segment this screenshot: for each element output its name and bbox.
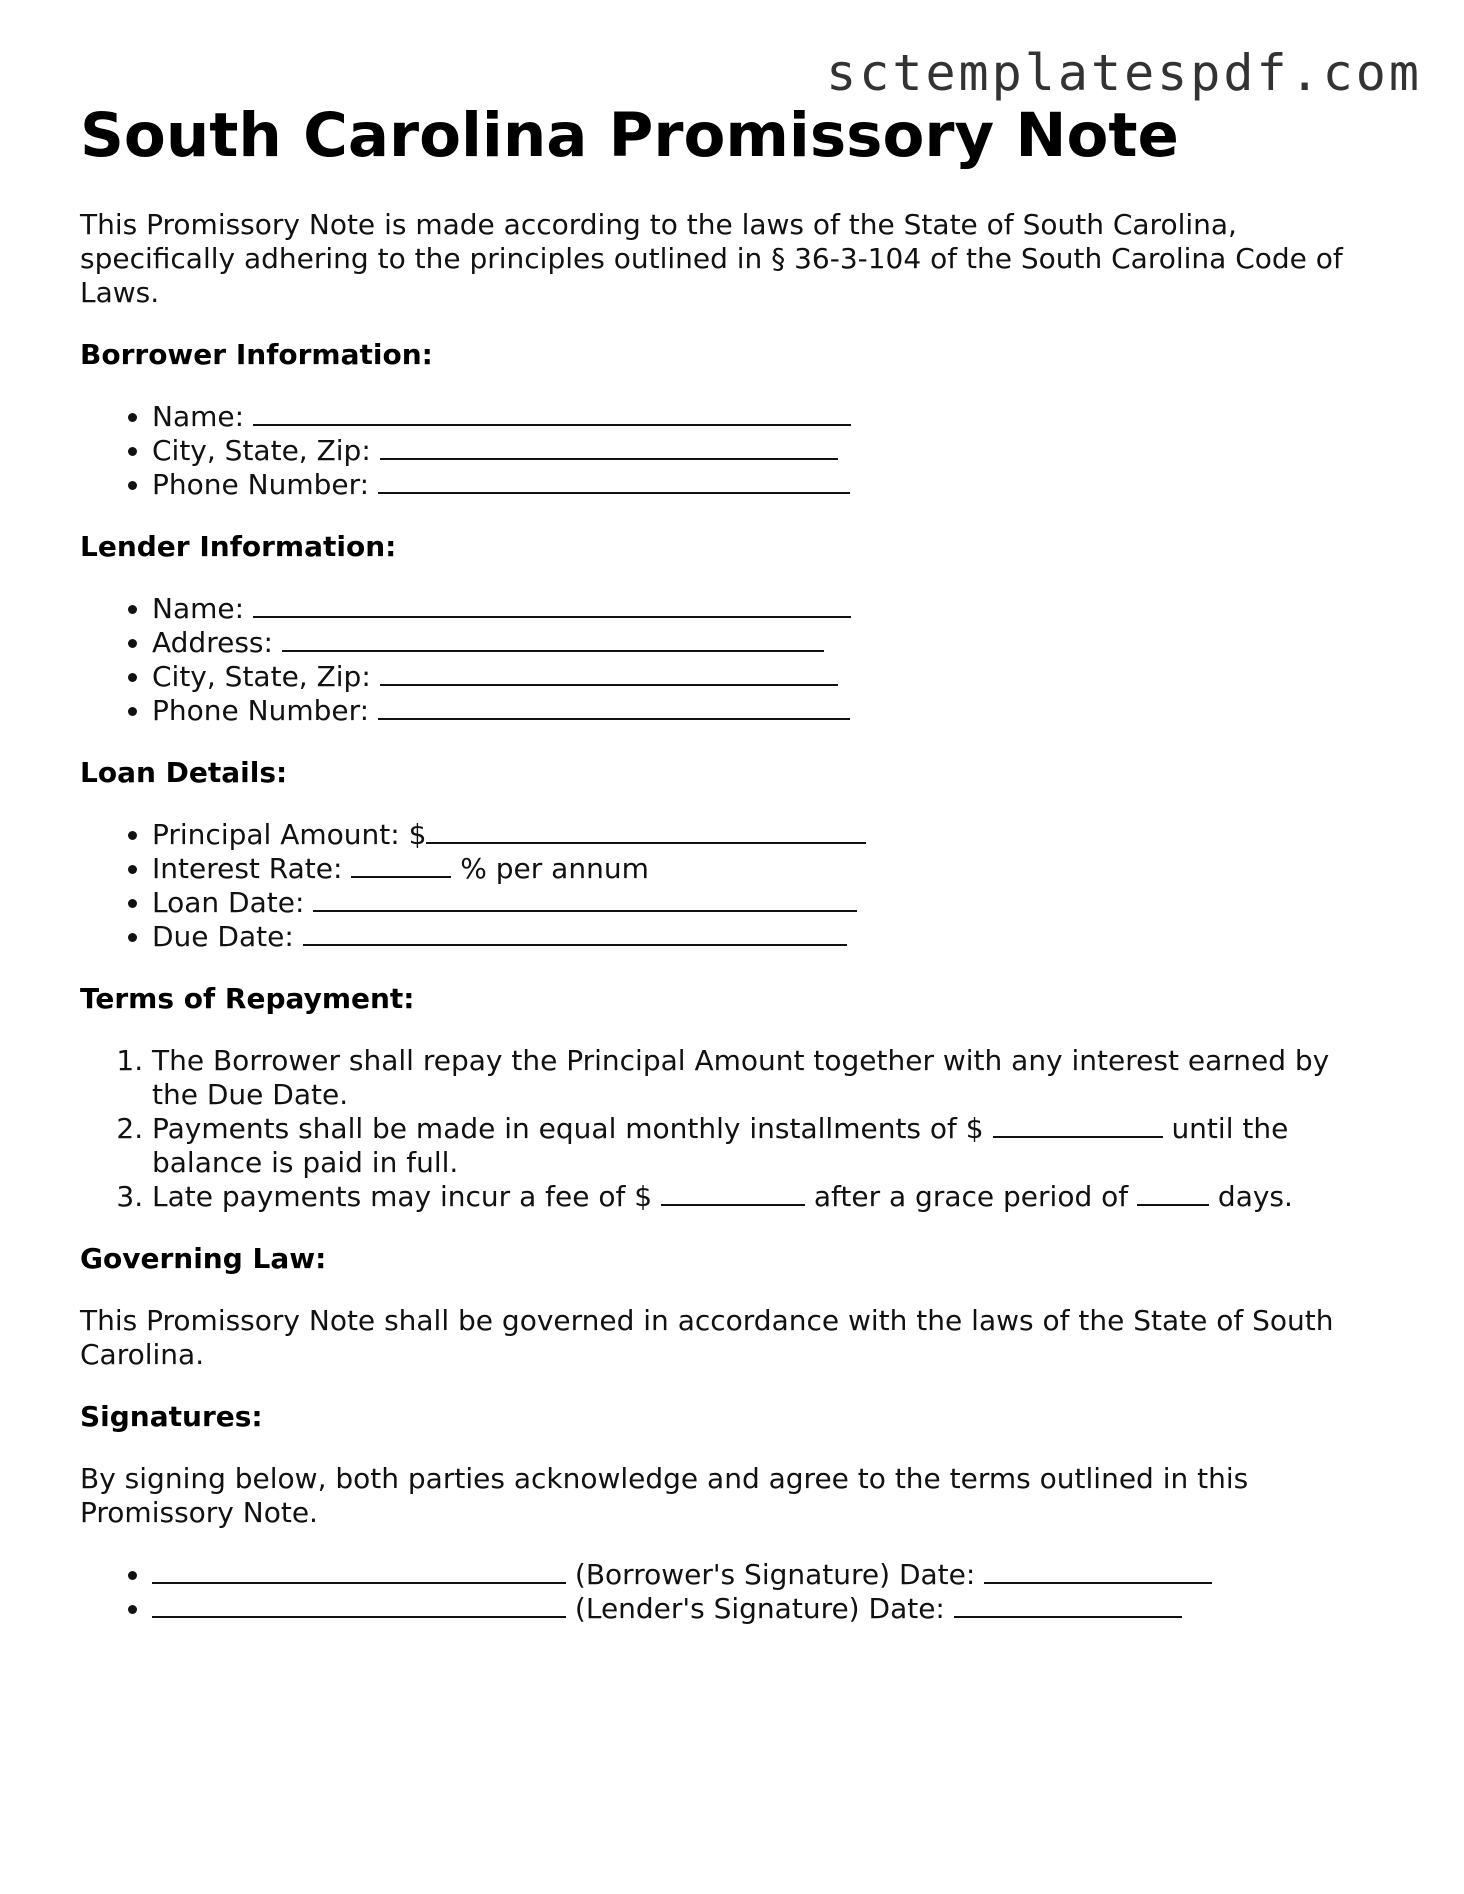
due-date-blank[interactable] bbox=[303, 920, 847, 946]
lender-name-blank[interactable] bbox=[253, 592, 851, 618]
rate-blank[interactable] bbox=[351, 852, 451, 878]
repayment-item-3-text-a: Late payments may incur a fee of $ bbox=[152, 1180, 653, 1213]
due-date-label: Due Date: bbox=[152, 920, 294, 953]
signatures-text: By signing below, both parties acknowledge and agree to the terms outlined in this Promissory Note. bbox=[80, 1462, 1249, 1529]
governing-text: This Promissory Note shall be governed in accordance with the laws of the State of South Carolina. bbox=[80, 1304, 1334, 1371]
signatures-heading: Signatures: bbox=[80, 1400, 263, 1433]
principal-blank[interactable] bbox=[426, 818, 866, 844]
borrower-name-item bbox=[152, 400, 1380, 434]
lender-phone-item bbox=[152, 694, 1380, 728]
rate-label: Interest Rate: bbox=[152, 852, 343, 885]
rate-suffix: % per annum bbox=[460, 852, 649, 885]
rate-item bbox=[152, 852, 1380, 886]
borrower-phone-item bbox=[152, 468, 1380, 502]
document-page bbox=[80, 100, 1380, 1626]
repayment-list bbox=[80, 1044, 1380, 1214]
repayment-item-2 bbox=[152, 1112, 1380, 1180]
document-title: South Carolina Promissory Note bbox=[80, 100, 1179, 171]
installment-blank[interactable] bbox=[993, 1112, 1163, 1138]
signature-list bbox=[80, 1558, 1380, 1626]
principal-item bbox=[152, 818, 1380, 852]
lender-signature-item bbox=[152, 1592, 1380, 1626]
repayment-item-2-text-a: Payments shall be made in equal monthly installments of $ bbox=[152, 1112, 984, 1145]
borrower-signature-date-blank[interactable] bbox=[984, 1558, 1212, 1584]
repayment-heading: Terms of Repayment: bbox=[80, 982, 415, 1015]
repayment-item-3-text-c: days. bbox=[1217, 1180, 1293, 1213]
loan-heading: Loan Details: bbox=[80, 756, 288, 789]
borrower-name-blank[interactable] bbox=[253, 400, 851, 426]
lender-phone-label: Phone Number: bbox=[152, 694, 370, 727]
lender-address-item bbox=[152, 626, 1380, 660]
borrower-signature-item bbox=[152, 1558, 1380, 1592]
lender-city-item bbox=[152, 660, 1380, 694]
lender-signature-date-blank[interactable] bbox=[954, 1592, 1182, 1618]
intro-paragraph: This Promissory Note is made according to the laws of the State of South Carolina, specifically adhering to the principles outlined in § 36-3-104 of the South Carolina Code of Laws. bbox=[80, 208, 1343, 309]
loan-date-item bbox=[152, 886, 1380, 920]
loan-date-blank[interactable] bbox=[313, 886, 857, 912]
loan-date-label: Loan Date: bbox=[152, 886, 305, 919]
lender-name-label: Name: bbox=[152, 592, 245, 625]
borrower-city-label: City, State, Zip: bbox=[152, 434, 371, 467]
borrower-signature-blank[interactable] bbox=[152, 1558, 566, 1584]
lender-heading: Lender Information: bbox=[80, 530, 397, 563]
late-fee-blank[interactable] bbox=[661, 1180, 805, 1206]
borrower-list bbox=[80, 400, 1380, 502]
repayment-item-1 bbox=[152, 1044, 1380, 1112]
lender-phone-blank[interactable] bbox=[378, 694, 850, 720]
lender-city-label: City, State, Zip: bbox=[152, 660, 371, 693]
borrower-heading: Borrower Information: bbox=[80, 338, 433, 371]
watermark: sctemplatespdf.com bbox=[826, 44, 1422, 102]
principal-label: Principal Amount: $ bbox=[152, 818, 427, 851]
borrower-signature-label: (Borrower's Signature) Date: bbox=[574, 1558, 976, 1591]
lender-city-blank[interactable] bbox=[380, 660, 838, 686]
lender-name-item bbox=[152, 592, 1380, 626]
repayment-item-3-text-b: after a grace period of bbox=[813, 1180, 1129, 1213]
lender-address-blank[interactable] bbox=[282, 626, 824, 652]
repayment-item-2-text-b: until the balance is paid in full. bbox=[152, 1112, 1289, 1179]
borrower-phone-label: Phone Number: bbox=[152, 468, 370, 501]
lender-signature-blank[interactable] bbox=[152, 1592, 566, 1618]
grace-days-blank[interactable] bbox=[1137, 1180, 1209, 1206]
loan-list bbox=[80, 818, 1380, 954]
governing-heading: Governing Law: bbox=[80, 1242, 327, 1275]
lender-signature-label: (Lender's Signature) Date: bbox=[574, 1592, 945, 1625]
repayment-item-1-text: The Borrower shall repay the Principal Amount together with any interest earned by the Due Date. bbox=[152, 1044, 1330, 1111]
lender-list bbox=[80, 592, 1380, 728]
repayment-item-3 bbox=[152, 1180, 1380, 1214]
borrower-city-item bbox=[152, 434, 1380, 468]
borrower-phone-blank[interactable] bbox=[378, 468, 850, 494]
due-date-item bbox=[152, 920, 1380, 954]
borrower-name-label: Name: bbox=[152, 400, 245, 433]
borrower-city-blank[interactable] bbox=[380, 434, 838, 460]
lender-address-label: Address: bbox=[152, 626, 273, 659]
